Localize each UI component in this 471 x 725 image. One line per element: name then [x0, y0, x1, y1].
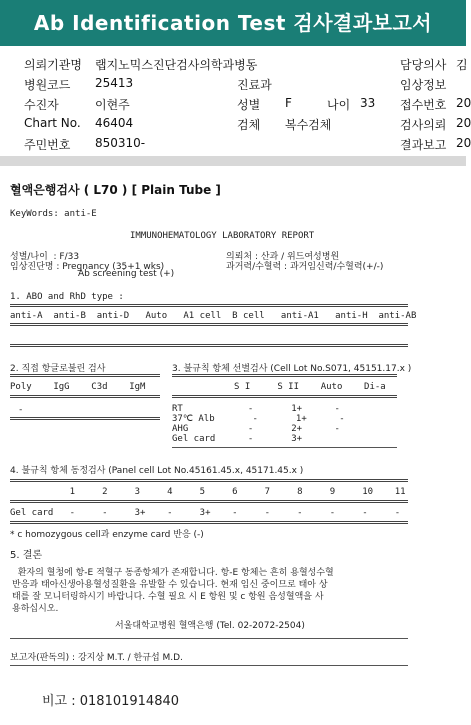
double-rule: [10, 479, 408, 482]
patient-value: 이현주: [95, 98, 130, 112]
double-rule: [10, 417, 160, 420]
section-4-title: 4. 불규칙 항체 동정검사 (Panel cell Lot No.45161.45.x, 45171.45.x ): [10, 466, 304, 476]
conclusion-line: 용하십시오.: [12, 604, 59, 614]
report-value: 20: [456, 136, 471, 150]
hospital-label: 의뢰기관명: [24, 58, 82, 72]
double-rule: [172, 395, 397, 398]
conclusion-line: 환자의 혈청에 항-E 적혈구 동종항체가 존재합니다. 항-E 항체는 흔히 용혈성수혈: [12, 568, 334, 578]
dat-headers: Poly IgG C3d IgM: [10, 382, 146, 392]
receipt-value: 20: [456, 96, 471, 110]
diagnosis: 임상진단명 : Pregnancy (35+1 wks): [10, 262, 165, 272]
specimen-value: 복수검체: [285, 118, 332, 132]
double-rule: [10, 500, 408, 503]
code-value: 25413: [95, 76, 134, 90]
chart-label: Chart No.: [24, 116, 81, 130]
rule: [10, 638, 408, 639]
double-rule: [10, 344, 408, 347]
sex-age: 성별/나이 : F/33: [10, 252, 80, 262]
report-title: Ab Identification Test 검사결과보고서: [33, 11, 433, 35]
screen-headers: S I S II Auto Di-a: [234, 382, 386, 392]
patient-label: 수진자: [24, 98, 59, 112]
dept-label: 진료과: [237, 78, 272, 92]
hospital-value: 랩지노믹스진단검사의학과병동: [95, 58, 258, 72]
history: 과거력/수혈력 : 과거임신력/수혈력(+/-): [226, 262, 384, 272]
dat-value: -: [18, 405, 24, 415]
section-divider: [0, 156, 466, 166]
screen-row: 37℃ Alb - 1+ -: [172, 414, 345, 424]
section-5-title: 5. 결론: [10, 550, 43, 561]
ssn-label: 주민번호: [24, 138, 71, 152]
section-3-title: 3. 불규칙 항체 선별검사 (Cell Lot No.S071, 45151.17.x ): [172, 364, 412, 374]
doctor-value: 김: [456, 58, 468, 72]
sex-value: F: [285, 96, 292, 110]
conclusion-line: 반응과 태아신생아용혈성질환을 유발할 수 있습니다. 현재 임신 중이므로 태아 상: [12, 580, 328, 590]
screen-row: Gel card - 3+: [172, 434, 303, 444]
receipt-label: 접수번호: [400, 98, 447, 112]
abo-headers: anti-A anti-B anti-D Auto A1 cell B cell anti-A1 anti-H anti-AB: [10, 311, 417, 321]
double-rule: [10, 374, 160, 377]
double-rule: [10, 395, 160, 398]
conclusion-line: 태를 잘 모니터링하시기 바랍니다. 수혈 필요 시 E 항원 및 c 항원 음성혈액을 사: [12, 592, 324, 602]
report-title-bar: [0, 0, 466, 46]
remark: 비고 : 018101914840: [42, 694, 180, 709]
doctor-label: 담당의사: [400, 58, 447, 72]
sex-label: 성별: [237, 98, 261, 112]
report-section-title: 혈액은행검사 ( L70 ) [ Plain Tube ]: [10, 183, 221, 197]
double-rule: [172, 374, 397, 377]
rule: [172, 447, 397, 448]
specimen-label: 검체: [237, 118, 261, 132]
clinical-label: 임상정보: [400, 78, 447, 92]
chart-value: 46404: [95, 116, 134, 130]
double-rule: [10, 304, 408, 307]
panel-note: * c homozygous cell과 enzyme card 반응 (-): [10, 530, 204, 540]
diagnosis-2: Ab screening test (+): [78, 269, 175, 279]
screen-row: RT - 1+ -: [172, 404, 340, 414]
ssn-value: 850310-: [95, 136, 146, 150]
code-label: 병원코드: [24, 78, 71, 92]
section-2-title: 2. 직접 항글로불린 검사: [10, 364, 106, 374]
double-rule: [10, 323, 408, 326]
lab-report-title: IMMUNOHEMATOLOGY LABORATORY REPORT: [130, 231, 315, 241]
panel-headers: 1 2 3 4 5 6 7 8 9 10 11: [10, 487, 406, 497]
panel-row: Gel card - - 3+ - 3+ - - - - - -: [10, 508, 401, 518]
section-1-title: 1. ABO and RhD type :: [10, 292, 124, 302]
screen-row: AHG - 2+ -: [172, 424, 340, 434]
requester: 의뢰처 : 산과 / 위드여성병원: [226, 252, 340, 262]
age-label: 나이: [327, 98, 351, 112]
reporter: 보고자(판독의) : 강지상 M.T. / 한규섭 M.D.: [10, 653, 183, 663]
request-value: 20: [456, 116, 471, 130]
keywords: KeyWords: anti-E: [10, 209, 97, 219]
report-label: 결과보고: [400, 138, 447, 152]
request-label: 검사의뢰: [400, 118, 447, 132]
footer-org: 서울대학교병원 혈액은행 (Tel. 02-2072-2504): [115, 621, 305, 631]
age-value: 33: [360, 96, 376, 110]
double-rule: [10, 521, 408, 524]
rule: [10, 665, 408, 666]
